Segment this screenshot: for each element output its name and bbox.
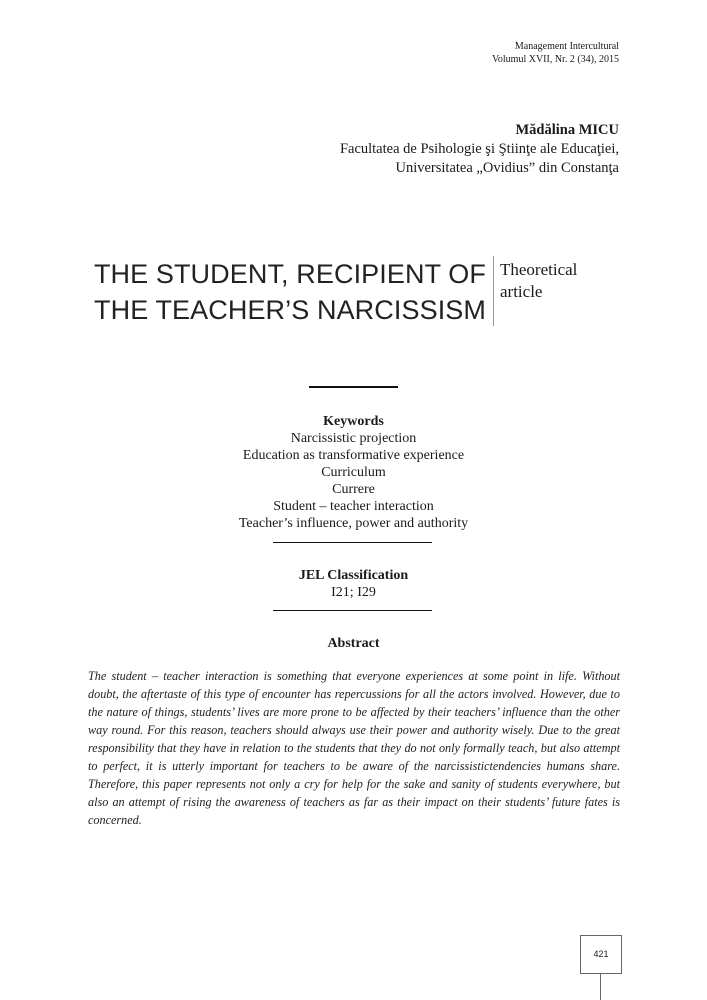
- keyword-item: Student – teacher interaction: [273, 499, 434, 514]
- jel-section: [0, 567, 707, 601]
- article-type-line-2: article: [500, 282, 543, 301]
- page-number: 421: [593, 949, 609, 959]
- thick-divider: [309, 386, 398, 388]
- author-block: [340, 121, 619, 178]
- keywords-heading: Keywords: [323, 414, 384, 429]
- journal-header: [492, 40, 619, 66]
- article-type-line-1: Theoretical: [500, 260, 578, 279]
- keyword-item: Teacher’s influence, power and authority: [238, 516, 469, 531]
- title-line-1: THE STUDENT, RECIPIENT OF: [93, 259, 486, 289]
- keyword-item: Currere: [332, 482, 375, 497]
- abstract-heading: Abstract: [327, 636, 380, 651]
- jel-codes: I21; I29: [331, 585, 376, 600]
- author-faculty: Facultatea de Psihologie şi Ştiinţe ale Educaţiei,: [339, 141, 619, 157]
- jel-divider: [273, 610, 432, 611]
- keyword-item: Education as transformative experience: [242, 448, 465, 463]
- abstract-text: The student – teacher interaction is something that everyone experiences at some point in life. Without doubt, the aftertaste of this type of encounter has repercussions for all the actors involved. However, due to the nature of things, students’ lives are more prone to be affected by their teachers’ influence than the other way round. For this reason, teachers should always use their power and authority wisely. Due to the great responsibility that they have in relation to the students that they do not only formally teach, but also attempt to perfect, it is utterly important for teachers to be aware of the narcissistictendencies humans share. Therefore, this paper represents not only a cry for help for the sake and sanity of students everywhere, but also an attempt of rising the awareness of teachers as far as their impact on their students’ future fates is concerned.: [88, 669, 620, 827]
- keywords-section: [0, 413, 707, 532]
- keyword-item: Curriculum: [321, 465, 386, 480]
- jel-heading: JEL Classification: [298, 568, 409, 583]
- title-line-2: THE TEACHER’S NARCISSISM: [94, 295, 486, 325]
- page-number-box: [580, 935, 622, 974]
- article-title: [46, 256, 486, 328]
- author-university: Universitatea „Ovidius” din Constanţa: [395, 160, 619, 176]
- abstract-section: [0, 635, 707, 652]
- page-number-stem: [600, 973, 601, 1000]
- author-name: Mădălina MICU: [515, 122, 619, 138]
- keywords-divider: [273, 542, 432, 543]
- journal-volume: Volumul XVII, Nr. 2 (34), 2015: [491, 54, 619, 65]
- title-divider: [493, 256, 494, 326]
- keyword-item: Narcissistic projection: [290, 431, 417, 446]
- journal-name: Management Intercultural: [514, 41, 619, 52]
- article-type: [500, 259, 620, 303]
